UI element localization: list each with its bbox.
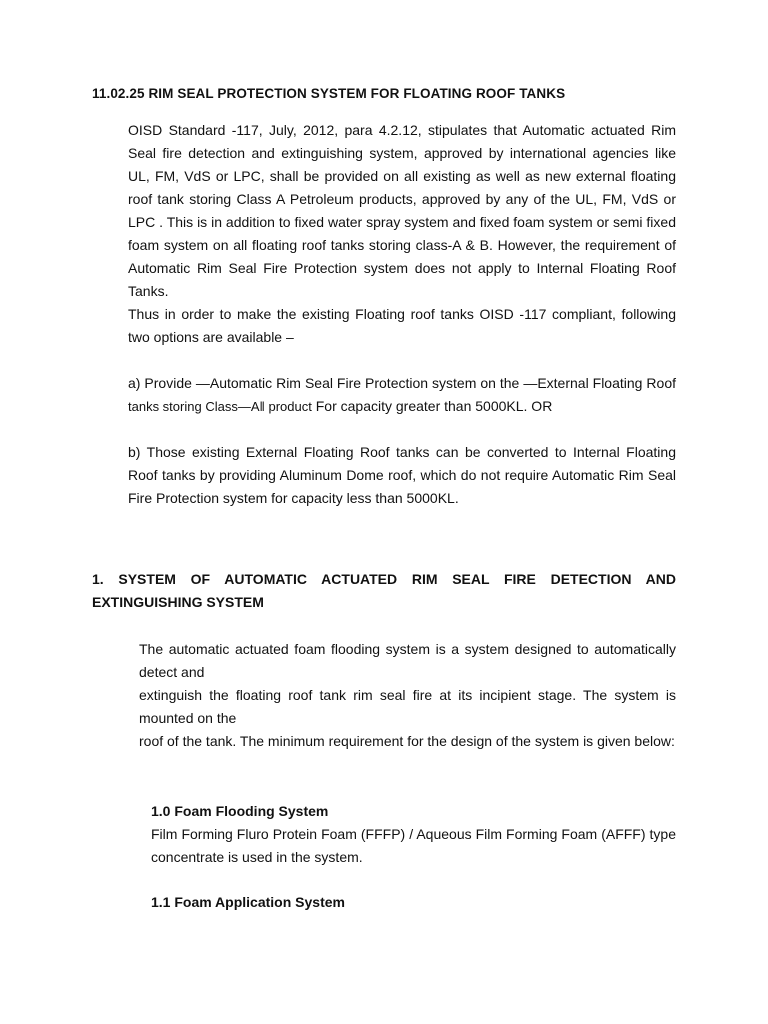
option-b-paragraph: b) Those existing External Floating Roof tanks can be converted to Internal Floating Roof tanks by providing Aluminum Dome roof, which do not require Automatic Rim Seal Fire Protection system for capacity less than 5000KL.	[128, 444, 676, 506]
intro-paragraph: OISD Standard -117, July, 2012, para 4.2.12, stipulates that Automatic actuated Rim Seal fire detection and extinguishing system, approved by international agencies like UL, FM, VdS or LPC, shall be provided on all existing as well as new external floating roof tank storing Class A Petroleum products, approved by any of the UL, FM, VdS or LPC . This is in addition to fixed water spray system and fixed foam system or semi fixed foam system on all floating roof tanks storing class-A & B. However, the requirement of Automatic Rim Seal Fire Protection system does not apply to Internal Floating Roof Tanks.	[128, 122, 676, 299]
auto-system-line: The automatic actuated foam flooding system is a system designed to automatically	[139, 641, 676, 657]
auto-system-paragraph	[139, 638, 676, 753]
auto-system-line: roof of the tank. The minimum requirement for the design of the system is given below:	[139, 733, 675, 749]
auto-system-line: mounted on the	[139, 710, 237, 726]
option-a-text-3: For capacity greater than 5000KL. OR	[311, 398, 553, 414]
section-1-heading-line-2: EXTINGUISHING SYSTEM	[92, 594, 264, 610]
options-intro-paragraph: Thus in order to make the existing Floating roof tanks OISD -117 compliant, following two options are available –	[128, 306, 676, 345]
option-a-text-1: a) Provide ―Automatic Rim Seal Fire Protection system on the ―External Floating Roof	[128, 375, 676, 391]
auto-system-line: detect and	[139, 664, 205, 680]
subsection-1-1-title: 1.1 Foam Application System	[151, 894, 345, 910]
subsection-1-0-body: Film Forming Fluro Protein Foam (FFFP) / Aqueous Film Forming Foam (AFFF) type concentrate is used in the system.	[151, 826, 676, 865]
auto-system-line: extinguish the floating roof tank rim seal fire at its incipient stage. The system is	[139, 687, 676, 703]
section-1-heading	[92, 568, 676, 614]
section-1-heading-line-1: 1. SYSTEM OF AUTOMATIC ACTUATED RIM SEAL FIRE DETECTION AND	[92, 571, 676, 587]
subsection-1-0-title: 1.0 Foam Flooding System	[151, 803, 329, 819]
option-a-paragraph	[128, 372, 676, 418]
option-a-text-2: tanks storing Class―A‖ product	[128, 399, 312, 414]
document-heading: 11.02.25 RIM SEAL PROTECTION SYSTEM FOR FLOATING ROOF TANKS	[92, 86, 566, 101]
